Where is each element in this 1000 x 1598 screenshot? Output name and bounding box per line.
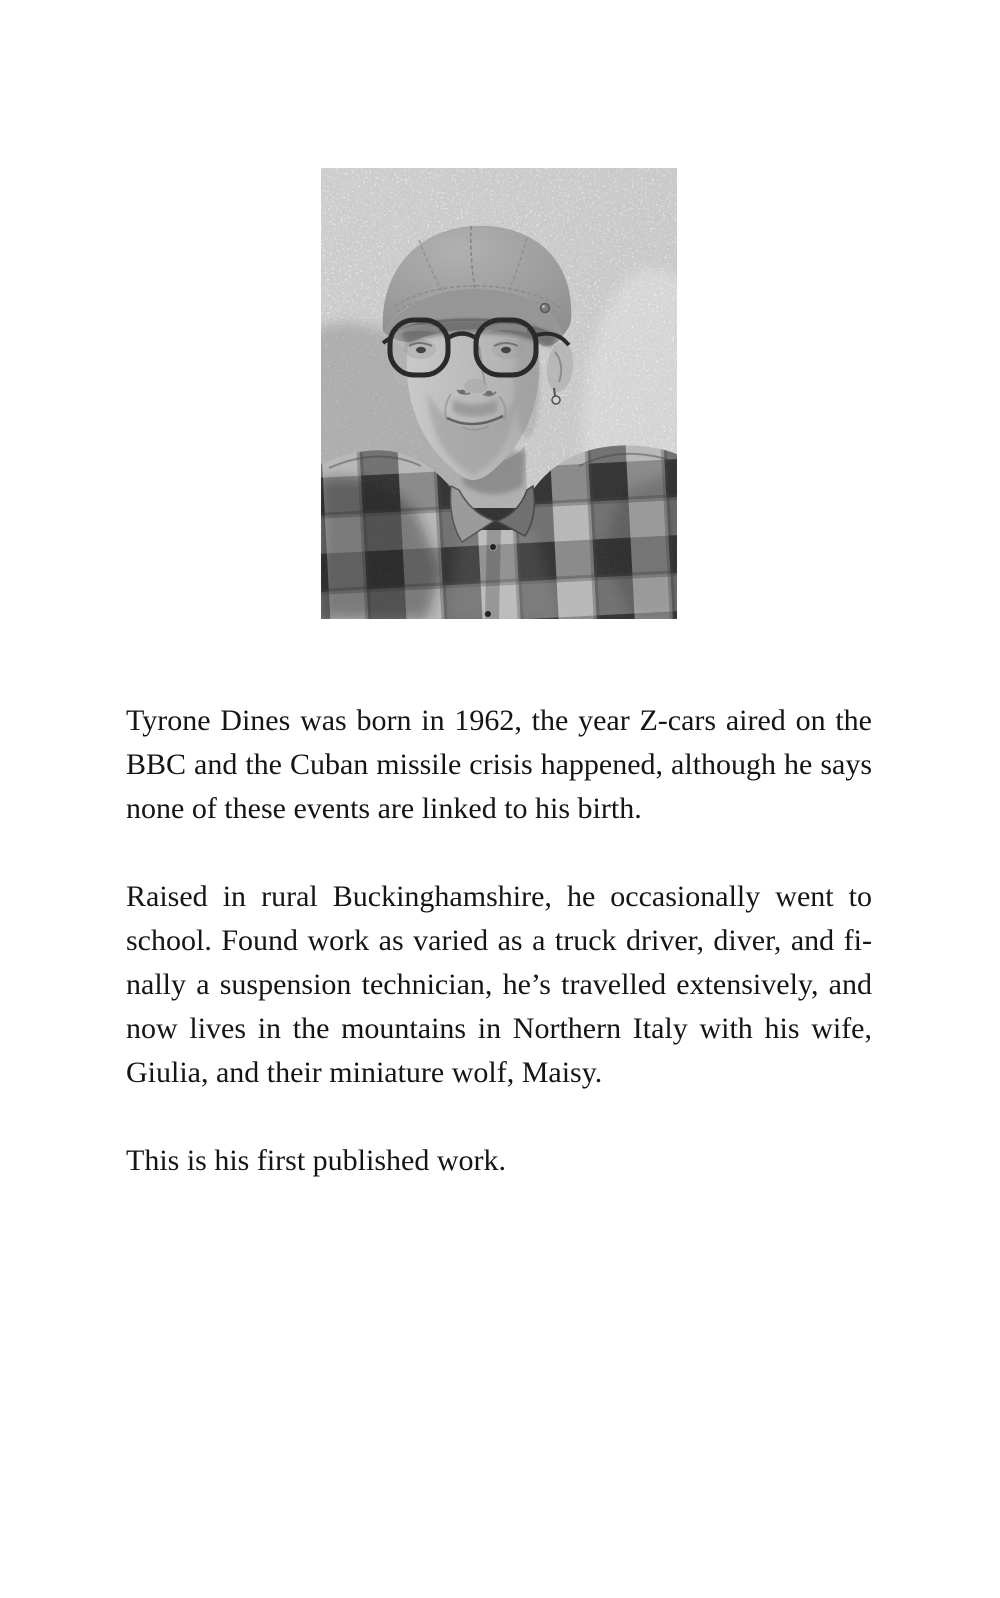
author-bio [126, 699, 872, 1183]
author-photo [321, 168, 677, 619]
bio-line: Raised in rural Buckinghamshire, he occasionally went to [126, 880, 872, 913]
bio-line: nally a suspension technician, he’s travelled extensively, and [126, 968, 872, 1001]
bio-paragraphs [126, 699, 872, 1183]
photo-grain-overlay [321, 168, 677, 619]
author-photo-art [321, 168, 677, 619]
bio-line: Tyrone Dines was born in 1962, the year Z-cars aired on the [126, 704, 872, 737]
bio-paragraph [126, 699, 872, 831]
bio-line: now lives in the mountains in Northern Italy with his wife, [126, 1012, 872, 1045]
bio-line: school. Found work as varied as a truck driver, diver, and fi- [126, 924, 872, 957]
bio-paragraph [126, 1139, 872, 1183]
bio-line: BBC and the Cuban missile crisis happened, although he says [126, 748, 872, 781]
bio-line: This is his first published work. [126, 1144, 506, 1177]
bio-paragraph [126, 875, 872, 1095]
bio-line: Giulia, and their miniature wolf, Maisy. [126, 1056, 603, 1089]
bio-line: none of these events are linked to his birth. [126, 792, 642, 825]
